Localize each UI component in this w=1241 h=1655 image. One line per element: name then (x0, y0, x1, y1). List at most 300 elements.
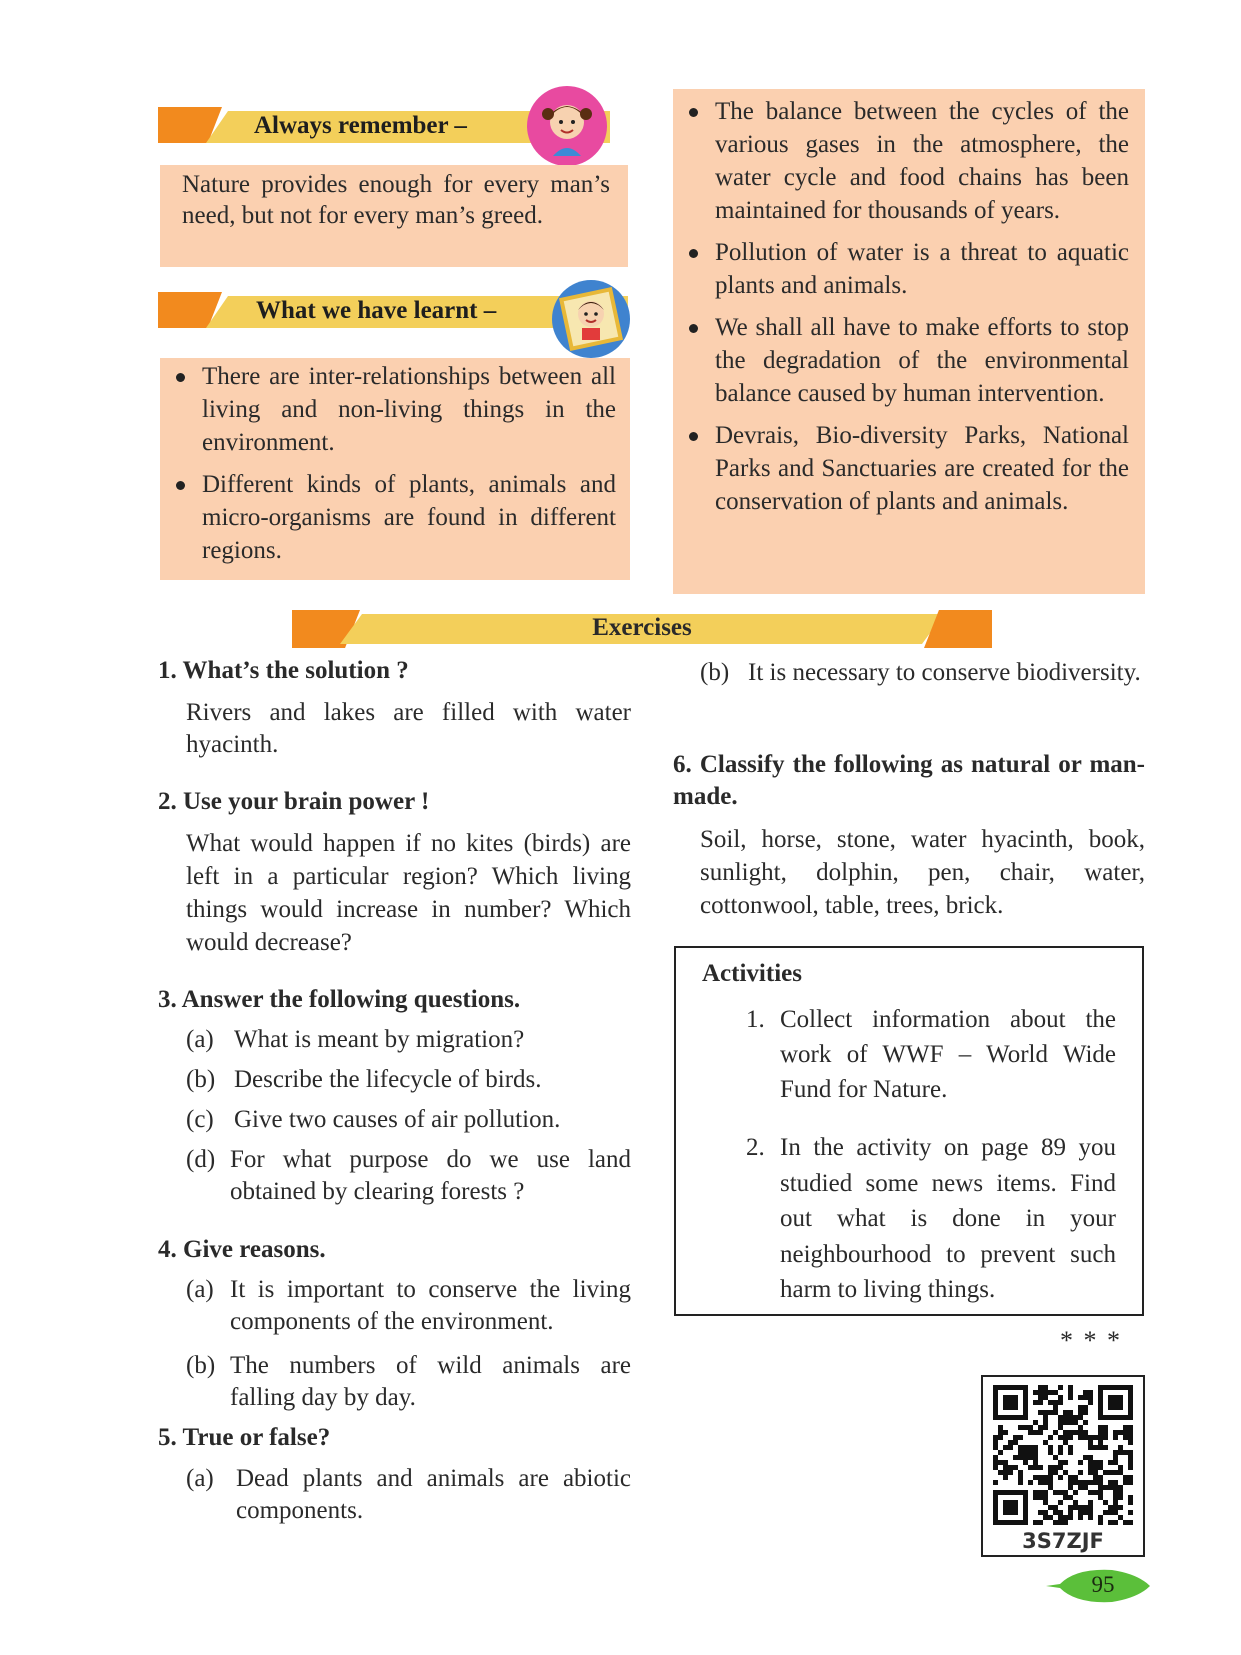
qr-module (1113, 1505, 1118, 1510)
activity-text: Collect information about the work of WWF – World Wide Fund for Nature. (780, 1006, 1116, 1103)
what-we-learnt-title: What we have learnt – (256, 297, 497, 324)
list-item: The balance between the cycles of the various gases in the atmosphere, the water cycle and food chains has been maintained for thousands of years. (683, 95, 1129, 227)
item-label: (c) (186, 1106, 214, 1133)
qr-module (1088, 1400, 1093, 1405)
qr-module (1108, 1460, 1113, 1465)
activity-num: 2. (746, 1134, 765, 1161)
qr-module (1063, 1430, 1068, 1435)
qr-module (1058, 1395, 1063, 1400)
q2-text: What would happen if no kites (birds) are left in a particular region? Which living things would increase in number? Which would decrease? (186, 830, 631, 956)
qr-finder (1108, 1395, 1123, 1410)
qr-module (1043, 1420, 1048, 1425)
qr-module (1018, 1450, 1023, 1455)
qr-module (1118, 1450, 1123, 1455)
qr-module (1033, 1445, 1038, 1450)
qr-module (1038, 1395, 1043, 1400)
qr-module (1038, 1480, 1043, 1485)
qr-module (1088, 1465, 1093, 1470)
qr-module (1063, 1415, 1068, 1420)
qr-module (1058, 1420, 1063, 1425)
q5-item-b (700, 657, 1145, 723)
qr-module (1043, 1410, 1048, 1415)
item-label: (b) (186, 1352, 216, 1379)
qr-module (998, 1460, 1003, 1465)
qr-module (1078, 1480, 1083, 1485)
qr-module (1113, 1460, 1118, 1465)
qr-module (1098, 1475, 1103, 1480)
qr-module (1038, 1430, 1043, 1435)
qr-module (1088, 1455, 1093, 1460)
qr-module (1088, 1500, 1093, 1505)
qr-module (1108, 1485, 1113, 1490)
qr-module (1048, 1505, 1053, 1510)
q4-item-b (186, 1350, 631, 1416)
qr-module (1058, 1425, 1063, 1430)
qr-module (1083, 1435, 1088, 1440)
qr-module (1068, 1475, 1073, 1480)
qr-module (1063, 1470, 1068, 1475)
qr-module (1123, 1480, 1128, 1485)
qr-module (1073, 1420, 1078, 1425)
list-item: We shall all have to make efforts to stop the degradation of the environmental balance caused by human intervention. (683, 311, 1129, 410)
qr-module (1088, 1515, 1093, 1520)
qr-module (1118, 1430, 1123, 1435)
qr-module (1068, 1415, 1073, 1420)
q5-item-a (186, 1463, 631, 1529)
qr-module (1048, 1435, 1053, 1440)
qr-module (1058, 1400, 1063, 1405)
qr-module (1038, 1390, 1043, 1395)
qr-module (1063, 1410, 1068, 1415)
qr-module (1073, 1430, 1078, 1435)
qr-module (1038, 1510, 1043, 1515)
qr-module (1048, 1450, 1053, 1455)
qr-module (1033, 1430, 1038, 1435)
item-label: (a) (186, 1465, 214, 1492)
qr-module (1113, 1500, 1118, 1505)
qr-module (1043, 1510, 1048, 1515)
qr-module (993, 1440, 998, 1445)
list-item: Pollution of water is a threat to aquatic plants and animals. (683, 236, 1129, 302)
qr-module (1048, 1515, 1053, 1520)
qr-module (1038, 1475, 1043, 1480)
qr-module (1128, 1440, 1133, 1445)
qr-module (1048, 1465, 1053, 1470)
qr-module (1003, 1475, 1008, 1480)
qr-module (1118, 1465, 1123, 1470)
qr-module (1128, 1510, 1133, 1515)
q1-heading: 1. What’s the solution ? (158, 657, 409, 684)
qr-module (1088, 1445, 1093, 1450)
section-end-stars: * * * (1060, 1326, 1122, 1355)
qr-module (1008, 1445, 1013, 1450)
activities-title: Activities (702, 960, 802, 987)
qr-module (1058, 1500, 1063, 1505)
qr-module (1013, 1435, 1018, 1440)
qr-module (1008, 1440, 1013, 1445)
qr-module (1028, 1480, 1033, 1485)
qr-module (1053, 1470, 1058, 1475)
qr-module (1113, 1510, 1118, 1515)
qr-module (1118, 1495, 1123, 1500)
qr-code[interactable] (981, 1375, 1145, 1557)
qr-module (1093, 1490, 1098, 1495)
qr-module (1078, 1415, 1083, 1420)
qr-module (1053, 1390, 1058, 1395)
qr-module (1003, 1430, 1008, 1435)
qr-module (1128, 1430, 1133, 1435)
qr-module (1128, 1520, 1133, 1525)
item-text: It is important to conserve the living components of the environment. (230, 1276, 631, 1335)
qr-module (1123, 1475, 1128, 1480)
qr-module (1128, 1475, 1133, 1480)
qr-module (1003, 1445, 1008, 1450)
qr-module (1063, 1420, 1068, 1425)
qr-module (1098, 1460, 1103, 1465)
qr-module (1123, 1430, 1128, 1435)
page-number: 95 (1091, 1572, 1115, 1597)
learnt-right-list (683, 95, 1129, 518)
qr-module (1053, 1465, 1058, 1470)
girl-avatar-icon (527, 86, 607, 166)
qr-module (998, 1425, 1003, 1430)
qr-module (1013, 1465, 1018, 1470)
qr-module (1073, 1505, 1078, 1510)
qr-module (1038, 1385, 1043, 1390)
qr-module (1073, 1500, 1078, 1505)
qr-module (1118, 1445, 1123, 1450)
qr-module (1063, 1495, 1068, 1500)
qr-module (1083, 1505, 1088, 1510)
qr-module (1128, 1435, 1133, 1440)
qr-module (1113, 1470, 1118, 1475)
q3-item-d (186, 1144, 631, 1210)
qr-module (1013, 1440, 1018, 1445)
qr-module (1038, 1490, 1043, 1495)
qr-module (1088, 1510, 1093, 1515)
qr-module (993, 1455, 998, 1460)
qr-module (1028, 1465, 1033, 1470)
qr-module (1088, 1390, 1093, 1395)
qr-module (1013, 1455, 1018, 1460)
qr-module (1033, 1455, 1038, 1460)
qr-module (1053, 1520, 1058, 1525)
qr-module (1068, 1395, 1073, 1400)
qr-module (1033, 1495, 1038, 1500)
qr-module (1003, 1460, 1008, 1465)
item-label: (a) (186, 1276, 214, 1303)
qr-module (1058, 1435, 1063, 1440)
qr-module (1068, 1495, 1073, 1500)
qr-module (1103, 1445, 1108, 1450)
qr-module (1048, 1400, 1053, 1405)
qr-module (993, 1445, 998, 1450)
activity-text: In the activity on page 89 you studied some news items. Find out what is done in your neighbourhood to prevent such harm to living things. (780, 1134, 1116, 1303)
list-item: Devrais, Bio-diversity Parks, National Parks and Sanctuaries are created for the conservation of plants and animals. (683, 419, 1129, 518)
qr-module (1113, 1520, 1118, 1525)
qr-module (1083, 1480, 1088, 1485)
qr-module (1043, 1385, 1048, 1390)
qr-module (1028, 1430, 1033, 1435)
qr-module (1098, 1495, 1103, 1500)
page-number-badge (1046, 1566, 1150, 1606)
qr-module (1058, 1415, 1063, 1420)
qr-module (1033, 1420, 1038, 1425)
qr-module (1043, 1425, 1048, 1430)
qr-module (1118, 1490, 1123, 1495)
qr-module (1043, 1500, 1048, 1505)
qr-module (1068, 1485, 1073, 1490)
qr-module (1058, 1475, 1063, 1480)
qr-module (1088, 1480, 1093, 1485)
qr-module (1078, 1515, 1083, 1520)
q4-item-a (186, 1274, 631, 1340)
qr-module (1108, 1510, 1113, 1515)
qr-module (1078, 1395, 1083, 1400)
qr-module (1098, 1440, 1103, 1445)
qr-module (1068, 1430, 1073, 1435)
qr-module (1033, 1450, 1038, 1455)
qr-module (1058, 1385, 1063, 1390)
qr-module (1018, 1480, 1023, 1485)
q2-heading: 2. Use your brain power ! (158, 788, 430, 815)
qr-module (1043, 1475, 1048, 1480)
qr-module (1018, 1445, 1023, 1450)
qr-module (1038, 1520, 1043, 1525)
qr-finder (1003, 1500, 1018, 1515)
qr-module (1063, 1435, 1068, 1440)
item-text: It is necessary to conserve biodiversity. (748, 659, 1141, 686)
qr-module (1008, 1465, 1013, 1470)
qr-module (1073, 1475, 1078, 1480)
qr-module (1093, 1435, 1098, 1440)
qr-module (1058, 1445, 1063, 1450)
qr-module (1023, 1445, 1028, 1450)
qr-module (1098, 1490, 1103, 1495)
item-text: Give two causes of air pollution. (234, 1106, 561, 1133)
activities-box (674, 946, 1144, 1316)
qr-module (1068, 1420, 1073, 1425)
qr-module (1058, 1465, 1063, 1470)
qr-module (998, 1435, 1003, 1440)
boy-avatar-icon (552, 280, 630, 358)
qr-module (1058, 1520, 1063, 1525)
qr-module (1038, 1400, 1043, 1405)
learnt-left-box (160, 358, 630, 580)
qr-module (1063, 1440, 1068, 1445)
qr-module (1078, 1430, 1083, 1435)
qr-module (1048, 1470, 1053, 1475)
qr-module (1068, 1445, 1073, 1450)
qr-module (998, 1450, 1003, 1455)
qr-module (1118, 1505, 1123, 1510)
q1-text: Rivers and lakes are filled with water hyacinth. (186, 699, 631, 758)
qr-module (1058, 1490, 1063, 1495)
qr-module (1078, 1470, 1083, 1475)
qr-module (1083, 1455, 1088, 1460)
qr-module (1128, 1455, 1133, 1460)
qr-module (1083, 1420, 1088, 1425)
item-label: (a) (186, 1026, 214, 1053)
qr-module (1048, 1410, 1053, 1415)
item-text: Describe the lifecycle of birds. (234, 1066, 542, 1093)
qr-module (993, 1465, 998, 1470)
qr-module (1038, 1425, 1043, 1430)
item-label: (b) (186, 1066, 216, 1093)
qr-module (1108, 1505, 1113, 1510)
qr-module (1078, 1435, 1083, 1440)
qr-module (1128, 1460, 1133, 1465)
qr-module (1113, 1455, 1118, 1460)
q6-text: Soil, horse, stone, water hyacinth, book, sunlight, dolphin, pen, chair, water, cottonwool, table, trees, brick. (700, 826, 1145, 919)
qr-module (1113, 1435, 1118, 1440)
qr-module (1128, 1425, 1133, 1430)
qr-module (1088, 1435, 1093, 1440)
qr-module (1088, 1470, 1093, 1475)
qr-module (1028, 1455, 1033, 1460)
qr-module (1033, 1465, 1038, 1470)
qr-module (1038, 1465, 1043, 1470)
qr-module (1083, 1410, 1088, 1415)
qr-module (1078, 1510, 1083, 1515)
qr-module (1033, 1475, 1038, 1480)
qr-module (1098, 1435, 1103, 1440)
qr-module (1078, 1460, 1083, 1465)
qr-module (1078, 1485, 1083, 1490)
qr-module (1098, 1515, 1103, 1520)
qr-module (1053, 1455, 1058, 1460)
item-text: The numbers of wild animals are falling day by day. (230, 1352, 631, 1411)
qr-finder (1003, 1395, 1018, 1410)
qr-module (1128, 1465, 1133, 1470)
qr-module (1103, 1510, 1108, 1515)
qr-module (1118, 1515, 1123, 1520)
qr-module (1108, 1520, 1113, 1525)
qr-module (1123, 1435, 1128, 1440)
item-text: What is meant by migration? (234, 1026, 525, 1053)
qr-module (1098, 1465, 1103, 1470)
qr-module (1088, 1490, 1093, 1495)
qr-module (1093, 1460, 1098, 1465)
qr-module (1033, 1490, 1038, 1495)
qr-module (1123, 1520, 1128, 1525)
qr-code-icon (993, 1385, 1133, 1525)
qr-module (1068, 1515, 1073, 1520)
qr-module (1033, 1400, 1038, 1405)
qr-module (1023, 1450, 1028, 1455)
qr-module (1098, 1445, 1103, 1450)
q6-heading: 6. Classify the following as natural or man-made. (673, 751, 1145, 810)
qr-module (1028, 1425, 1033, 1430)
qr-module (1053, 1405, 1058, 1410)
qr-module (1078, 1505, 1083, 1510)
qr-module (1123, 1425, 1128, 1430)
qr-module (1088, 1395, 1093, 1400)
qr-module (1113, 1450, 1118, 1455)
learnt-right-box (673, 89, 1145, 594)
qr-module (1018, 1470, 1023, 1475)
qr-module (1048, 1445, 1053, 1450)
qr-module (1068, 1450, 1073, 1455)
qr-module (1048, 1480, 1053, 1485)
qr-module (1043, 1490, 1048, 1495)
qr-module (1063, 1460, 1068, 1465)
qr-module (1128, 1495, 1133, 1500)
qr-module (998, 1430, 1003, 1435)
qr-module (1073, 1480, 1078, 1485)
qr-module (1003, 1470, 1008, 1475)
qr-module (1093, 1465, 1098, 1470)
qr-code-label: 3S7ZJF (1022, 1529, 1104, 1553)
qr-module (993, 1435, 998, 1440)
qr-module (1113, 1490, 1118, 1495)
qr-module (1083, 1485, 1088, 1490)
qr-module (1033, 1390, 1038, 1395)
qr-module (1023, 1455, 1028, 1460)
qr-module (1128, 1450, 1133, 1455)
qr-module (1073, 1490, 1078, 1495)
qr-module (1043, 1515, 1048, 1520)
qr-module (1043, 1415, 1048, 1420)
list-item: There are inter-relationships between all living and non-living things in the environment. (170, 360, 616, 459)
qr-module (1083, 1430, 1088, 1435)
qr-module (1088, 1505, 1093, 1510)
qr-module (1023, 1460, 1028, 1465)
qr-module (1053, 1410, 1058, 1415)
item-text: For what purpose do we use land obtained by clearing forests ? (230, 1146, 631, 1205)
qr-module (1058, 1515, 1063, 1520)
qr-module (1103, 1430, 1108, 1435)
always-remember-title: Always remember – (254, 112, 467, 139)
qr-module (1043, 1495, 1048, 1500)
exercises-title: Exercises (592, 614, 692, 641)
activity-item-1 (746, 1002, 1116, 1107)
qr-module (1103, 1500, 1108, 1505)
qr-module (1098, 1485, 1103, 1490)
qr-module (1068, 1510, 1073, 1515)
qr-module (1118, 1485, 1123, 1490)
qr-module (1098, 1480, 1103, 1485)
qr-module (1103, 1470, 1108, 1475)
qr-module (993, 1480, 998, 1485)
qr-module (1103, 1485, 1108, 1490)
qr-module (1068, 1435, 1073, 1440)
always-remember-text: Nature provides enough for every man’s need, but not for every man’s greed. (182, 171, 610, 229)
qr-module (1068, 1390, 1073, 1395)
list-item: Different kinds of plants, animals and micro-organisms are found in different regions. (170, 468, 616, 567)
qr-module (1103, 1425, 1108, 1430)
qr-module (1018, 1455, 1023, 1460)
qr-module (1073, 1415, 1078, 1420)
item-label: (b) (700, 659, 730, 686)
qr-module (1058, 1510, 1063, 1515)
qr-module (1043, 1440, 1048, 1445)
qr-module (1098, 1425, 1103, 1430)
qr-module (1028, 1450, 1033, 1455)
qr-module (1093, 1470, 1098, 1475)
qr-module (1053, 1430, 1058, 1435)
q5-heading: 5. True or false? (158, 1424, 331, 1451)
qr-module (1083, 1405, 1088, 1410)
learnt-left-list (170, 360, 616, 567)
qr-module (1078, 1410, 1083, 1415)
always-remember-box (160, 165, 628, 267)
qr-module (993, 1460, 998, 1465)
qr-module (1078, 1425, 1083, 1430)
item-label: (d) (186, 1146, 216, 1173)
qr-module (1128, 1480, 1133, 1485)
qr-module (1038, 1410, 1043, 1415)
